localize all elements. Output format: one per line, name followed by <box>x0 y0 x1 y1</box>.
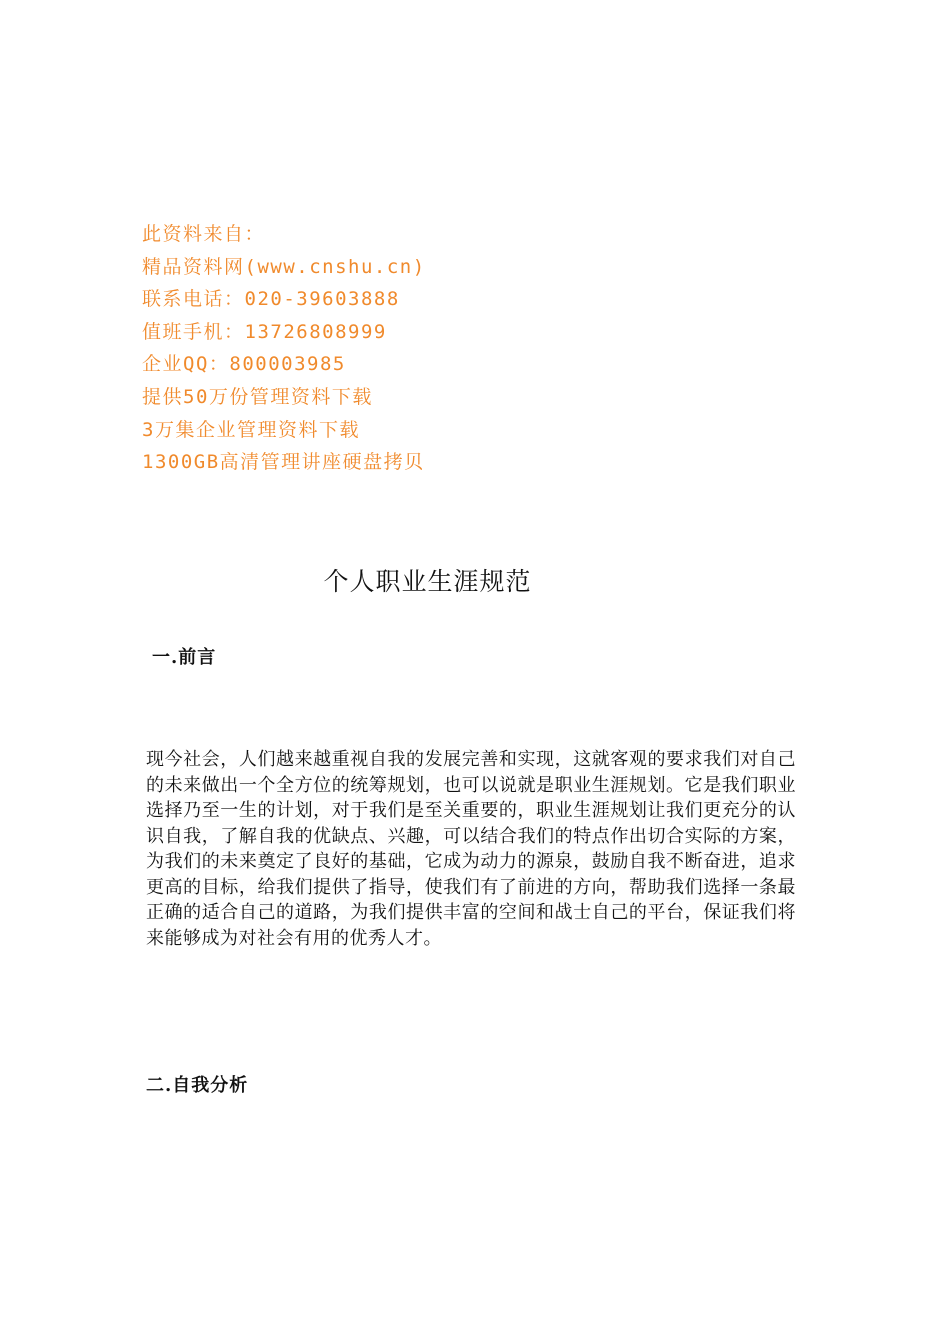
source-line-mobile: 值班手机：13726808999 <box>142 320 387 343</box>
section-heading-preface: 一.前言 <box>152 647 217 668</box>
source-line-website: 精品资料网(www.cnshu.cn) <box>142 255 426 278</box>
source-line-phone: 联系电话：020-39603888 <box>142 288 400 311</box>
source-line-offer-2: 3万集企业管理资料下载 <box>142 418 360 441</box>
source-line: 此资料来自： <box>142 223 266 245</box>
source-line-qq: 企业QQ：800003985 <box>142 353 346 376</box>
document-title: 个人职业生涯规范 <box>323 567 532 596</box>
section-body-preface: 现今社会，人们越来越重视自我的发展完善和实现，这就客观的要求我们对自己的未来做出一个全方位的统筹规划，也可以说就是职业生涯规划。它是我们职业选择乃至一生的计划，对于我们是至关重要的，职业生涯规划让我们更充分的认识自我，了解自我的优缺点、兴趣，可以结合我们的特点作出切合实际的方案，为我们的未来奠定了良好的基础，它成为动力的源泉，鼓励自我不断奋进，追求更高的目标，给我们提供了指导，使我们有了前进的方向，帮助我们选择一条最正确的适合自己的道路，为我们提供丰富的空间和战士自己的平台，保证我们将来能够成为对社会有用的优秀人才。 <box>146 749 796 949</box>
source-line-offer-1: 提供50万份管理资料下载 <box>142 385 373 408</box>
section-heading-self-analysis: 二.自我分析 <box>146 1075 249 1096</box>
source-info-block <box>142 218 602 479</box>
source-line-offer-3: 1300GB高清管理讲座硬盘拷贝 <box>142 451 425 474</box>
